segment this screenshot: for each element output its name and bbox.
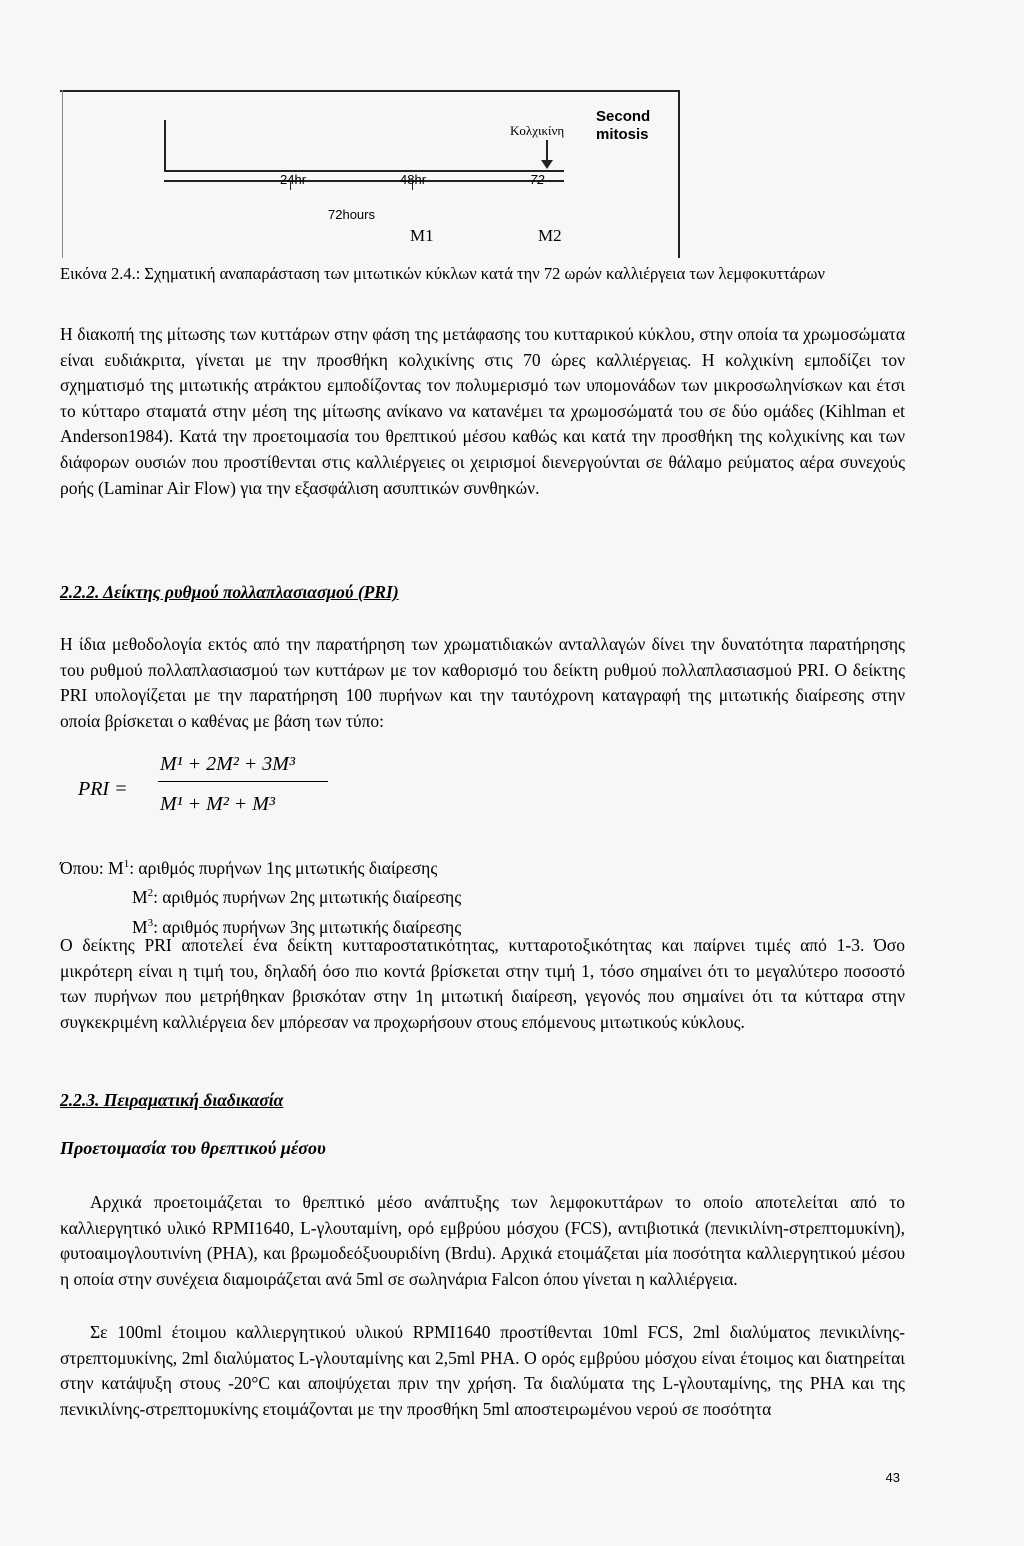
- paragraph-4-block: [60, 1190, 905, 1292]
- paragraph-2-block: [60, 632, 905, 734]
- paragraph-medium: Αρχικά προετοιμάζεται το θρεπτικό μέσο ανάπτυξης των λεμφοκυττάρων το οποίο αποτελείται από το καλλιεργητικό υλικό RPMI1640, L-γλουταμίνη, ορό εμβρύου μόσχου (FCS), αντιβιοτικά (πενικιλίνη-στρεπτομυκίνη), φυτοαιμογλουτινίνη (PHA), και βρωμοδεόξυουριδίνη (Brdu). Αρχικά ετοιμάζεται μία ποσότητα καλλιεργητικού μέσου η οποία στην συνέχεια διαμοιράζεται ανά 5ml σε σωληνάρια Falcon όπου γίνεται η καλλιέργεια.: [60, 1192, 905, 1289]
- diagram-axis-lower: [164, 180, 564, 182]
- hours-72-label: 72hours: [328, 207, 375, 222]
- formula-definitions: [60, 852, 461, 940]
- heading-223: 2.2.3. Πειραματική διαδικασία: [60, 1090, 284, 1110]
- heading-222: 2.2.2. Δείκτης ρυθμού πολλαπλασιασμού (PRI): [60, 582, 399, 602]
- paragraph-pri-meaning: Ο δείκτης PRI αποτελεί ένα δείκτη κυτταροστατικότητας, κυτταροτοξικότητας και παίρνει τιμές από 1-3. Όσο μικρότερη είναι η τιμή του, δηλαδή όσο πιο κοντά βρίσκεται στην τιμή 1, τόσο σημαίνει ότι το μεγαλύτερο ποσοστό των πυρήνων που μετρήθηκαν βρισκόταν στην 1η μιτωτική διαίρεση, γεγονός που σημαίνει ότι τα κύτταρα στην συγκεκριμένη καλλιέργεια δεν μπόρεσαν να προχωρήσουν στους επόμενους μιτωτικούς κύκλους.: [60, 935, 905, 1032]
- m1-label: M1: [410, 226, 434, 245]
- definition-m3-sup: 3: [147, 916, 154, 929]
- m2-label: M2: [538, 226, 562, 245]
- diagram-frame-top: [60, 90, 679, 92]
- definition-m3-prefix: M: [132, 916, 148, 937]
- paragraph-3-block: [60, 933, 905, 1035]
- page-number: 43: [885, 1470, 900, 1485]
- definition-m2-prefix: M: [132, 887, 148, 908]
- subheading-medium-preparation: Προετοιμασία του θρεπτικού μέσου: [60, 1138, 326, 1158]
- diagram-frame-left: [62, 90, 63, 258]
- paragraph-colchicine: Η διακοπή της μίτωσης των κυττάρων στην φάση της μετάφασης του κυτταρικού κύκλου, στην οποία τα χρωμοσώματα είναι ευδιάκριτα, γίνεται με την προσθήκη κολχικίνης στις 70 ώρες καλλιέργειας. Η κολχικίνη εμποδίζει τον σχηματισμό της μιτωτικής ατράκτου εμποδίζοντας τον πολυμερισμό των υπομονάδων των μικροσωληνίσκων και έτσι το κύτταρο σταματά στην μέση της μίτωσης ανίκανο να κατανέμει τα χρωμοσώματά του σε δύο ομάδες (Kihlman et Anderson1984). Κατά την προετοιμασία του θρεπτικού μέσου καθώς και κατά την προσθήκη της κολχικίνης και των διάφορων ουσιών που προστίθενται στις καλλιέργειες οι χειρισμοί διενεργούνται σε θάλαμο ρεύματος αέρα συνεχούς ροής (Laminar Air Flow) για την εξασφάλιση ασυπτικών συνθηκών.: [60, 324, 905, 498]
- paragraph-pri: Η ίδια μεθοδολογία εκτός από την παρατήρηση των χρωματιδιακών ανταλλαγών δίνει την δυνατότητα παρατήρησης του ρυθμού πολλαπλασιασμού των κυττάρων με τον καθορισμό του δείκτη ρυθμού πολλαπλασιασμού PRI. Ο δείκτης PRI υπολογίζεται με την παρατήρηση 100 πυρήνων και την ταυτόχρονη καταγραφή της μιτωτικής διαίρεσης στην οποία βρίσκεται ο καθένας με βάση των τύπο:: [60, 634, 905, 731]
- definition-m2: [60, 881, 461, 910]
- diagram-axis-upper: [164, 170, 564, 172]
- down-arrow-icon: [540, 140, 554, 170]
- definition-m1-text: : αριθμός πυρήνων 1ης μιτωτικής διαίρεσης: [129, 857, 438, 878]
- definition-m2-sup: 2: [147, 887, 154, 900]
- paragraph-1-block: [60, 322, 905, 501]
- formula-numerator: M¹ + 2M² + 3M³: [160, 753, 295, 775]
- subheading-block: [60, 1138, 905, 1159]
- diagram-frame-right: [678, 90, 680, 258]
- pri-formula: [78, 748, 338, 828]
- heading-222-block: [60, 582, 905, 603]
- time-72-label: 72: [530, 172, 545, 187]
- definition-m1-sup: 1: [123, 858, 130, 870]
- definition-m1-prefix: Όπου: M: [60, 857, 124, 878]
- figure-caption: Εικόνα 2.4.: Σχηματική αναπαράσταση των μιτωτικών κύκλων κατά την 72 ωρών καλλιέργεια των λεμφοκυττάρων: [60, 264, 825, 283]
- time-48hr-label: 48hr: [400, 172, 427, 187]
- formula-fraction-line: [158, 781, 328, 782]
- formula-denominator: M¹ + M² + M³: [160, 793, 275, 815]
- formula-lhs: PRI =: [78, 778, 128, 800]
- heading-223-block: [60, 1090, 905, 1111]
- definition-m1: [60, 852, 461, 881]
- paragraph-5-block: [60, 1320, 905, 1422]
- figure-caption-block: [60, 262, 905, 285]
- second-mitosis-label: Second mitosis: [596, 108, 651, 143]
- definition-m3-text: : αριθμός πυρήνων 3ης μιτωτικής διαίρεσης: [153, 916, 462, 937]
- time-24hr-label: 24hr: [280, 172, 307, 187]
- mitotic-cycle-diagram: [60, 90, 680, 258]
- paragraph-rpmi: Σε 100ml έτοιμου καλλιεργητικού υλικού RPMI1640 προστίθενται 10ml FCS, 2ml διαλύματος πενικιλίνης-στρεπτομυκίνης, 2ml διαλύματος L-γλουταμίνης και 2,5ml PHA. Ο ορός εμβρύου μόσχου είναι έτοιμος και διατηρείται στην κατάψυξη στους -20°C και αποψύχεται πριν την χρήση. Τα διαλύματα της L-γλουταμίνης, της PHA και της πενικιλίνης-στρεπτομυκίνης ετοιμάζονται με την προσθήκη 5ml αποστειρωμένου νερού σε ποσότητα: [60, 1322, 905, 1419]
- colchicine-label: Κολχικίνη: [510, 123, 565, 138]
- diagram-start-bar: [164, 120, 166, 170]
- definition-m2-text: : αριθμός πυρήνων 2ης μιτωτικής διαίρεσης: [153, 887, 462, 908]
